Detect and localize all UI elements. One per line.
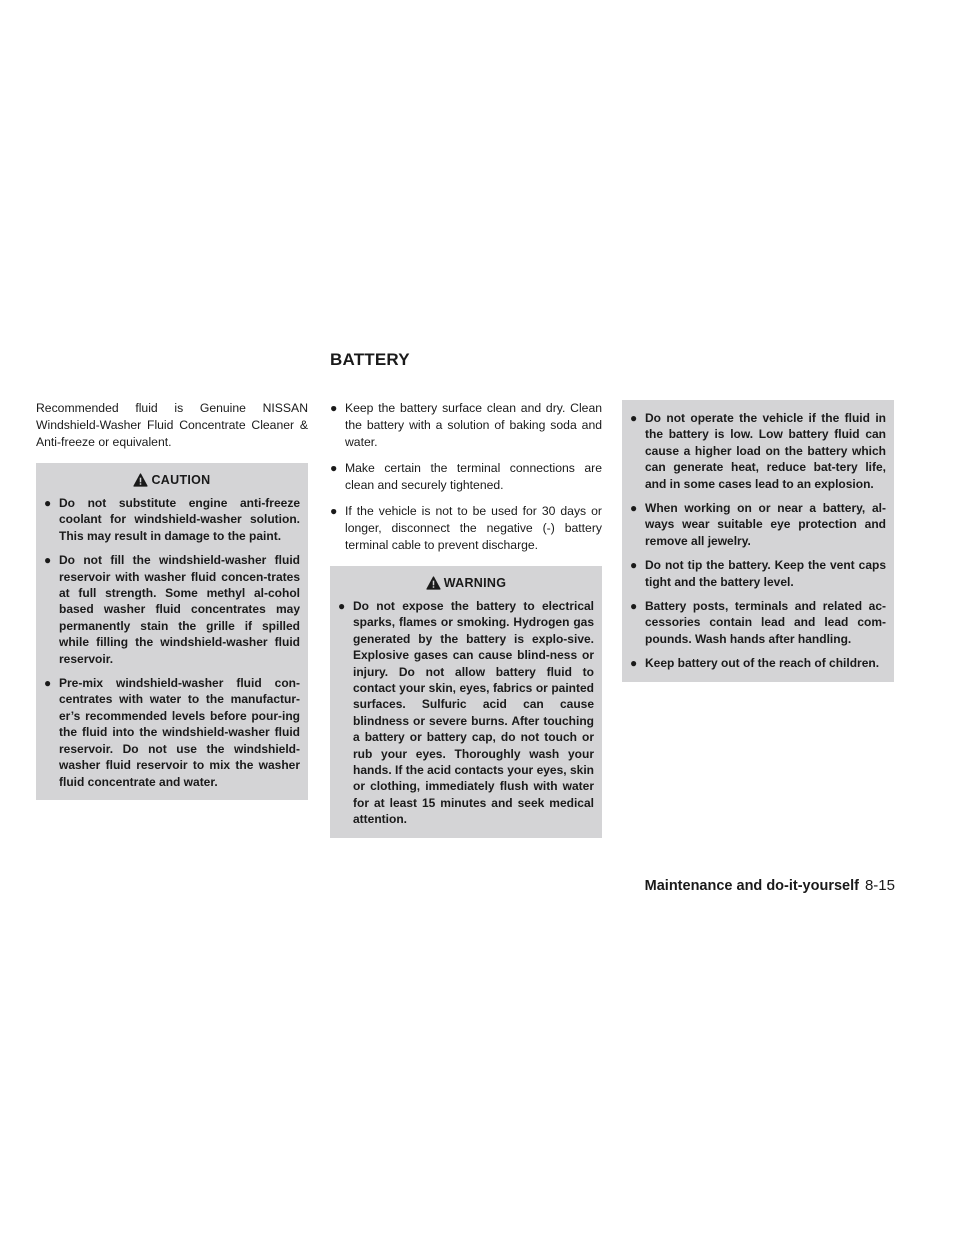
warning-box-continued (622, 400, 894, 682)
warning-item: ● Do not operate the vehicle if the fluid in the battery is low. Low battery fluid can cause a higher load on the battery which can generate heat, reduce bat-tery life, and in some cases lead to an explosion. (630, 411, 886, 491)
warning-list (338, 598, 594, 828)
bullet: ● (630, 656, 638, 671)
caution-item: ● Do not fill the windshield-washer fluid reservoir with washer fluid concen-trates at full strength. Some methyl al-cohol based washer fluid concentrates may permanently stain the grille if spilled while filling the windshield-washer fluid reservoir. (44, 553, 300, 666)
warning-item: ● Do not tip the battery. Keep the vent caps tight and the battery level. (630, 558, 886, 589)
warning-triangle-icon (133, 473, 148, 487)
caution-item: ● Pre-mix windshield-washer fluid con-centrates with water to the manufactur-er’s recommended levels before pour-ing the fluid into the windshield-washer fluid reservoir. Do not use the windshield-washer fluid reservoir to mix the washer fluid concentrate and water. (44, 676, 300, 789)
bullet: ● (630, 501, 638, 516)
warning-list-continued (630, 410, 886, 672)
bullet: ● (630, 558, 638, 573)
column-1 (36, 400, 308, 800)
warning-item: ● Do not expose the battery to electrical sparks, flames or smoking. Hydrogen gas generated by the battery is explo-sive. Explosive gases can cause blind-ness or injury. Do not allow battery fluid to contact your skin, eyes, fabrics or painted surfaces. Sulfuric acid can cause blindness or severe burns. After touching a battery or battery cap, do not touch or rub your eyes. Thoroughly wash your hands. If the acid contacts your eyes, skin or clothing, immediately flush with water for at least 15 minutes and seek medical attention. (338, 599, 594, 827)
warning-item: ● Keep battery out of the reach of children. (630, 656, 880, 671)
warning-header (338, 576, 594, 590)
list-item: ● If the vehicle is not to be used for 30 days or longer, disconnect the negative (-) battery terminal cable to prevent discharge. (330, 504, 602, 552)
caution-header (44, 473, 300, 487)
warning-item: ● Battery posts, terminals and related ac-cessories contain lead and lead com-pounds. Wash hands after handling. (630, 599, 886, 646)
warning-box (330, 566, 602, 838)
bullet: ● (44, 676, 52, 691)
caution-title: CAUTION (151, 473, 211, 487)
warning-title: WARNING (443, 576, 507, 590)
intro-paragraph: Recommended fluid is Genuine NISSAN Windshield-Washer Fluid Concentrate Cleaner & Anti-freeze or equivalent. (36, 401, 308, 449)
bullet: ● (338, 599, 346, 613)
section-title: BATTERY (330, 350, 410, 369)
bullet: ● (44, 496, 52, 510)
list-item: ● Keep the battery surface clean and dry. Clean the battery with a solution of baking soda and water. (330, 401, 602, 449)
page-number: 8-15 (864, 877, 895, 894)
column-2 (330, 400, 602, 838)
list-item: ● Make certain the terminal connections are clean and securely tightened. (330, 461, 602, 492)
bullet: ● (330, 401, 338, 415)
caution-list (44, 495, 300, 790)
bullet: ● (330, 461, 338, 475)
bullet: ● (330, 504, 338, 518)
battery-care-list (330, 400, 602, 554)
column-3 (622, 400, 894, 682)
bullet: ● (630, 411, 638, 425)
bullet: ● (44, 553, 52, 568)
bullet: ● (630, 599, 638, 614)
caution-box (36, 463, 308, 800)
caution-item: ● Do not substitute engine anti-freeze coolant for windshield-washer solution. This may result in damage to the paint. (44, 496, 300, 543)
warning-triangle-icon (426, 576, 441, 590)
footer-section-name: Maintenance and do-it-yourself (644, 878, 859, 894)
warning-item: ● When working on or near a battery, al-ways wear suitable eye protection and remove all jewelry. (630, 501, 886, 548)
page-footer (582, 877, 895, 894)
